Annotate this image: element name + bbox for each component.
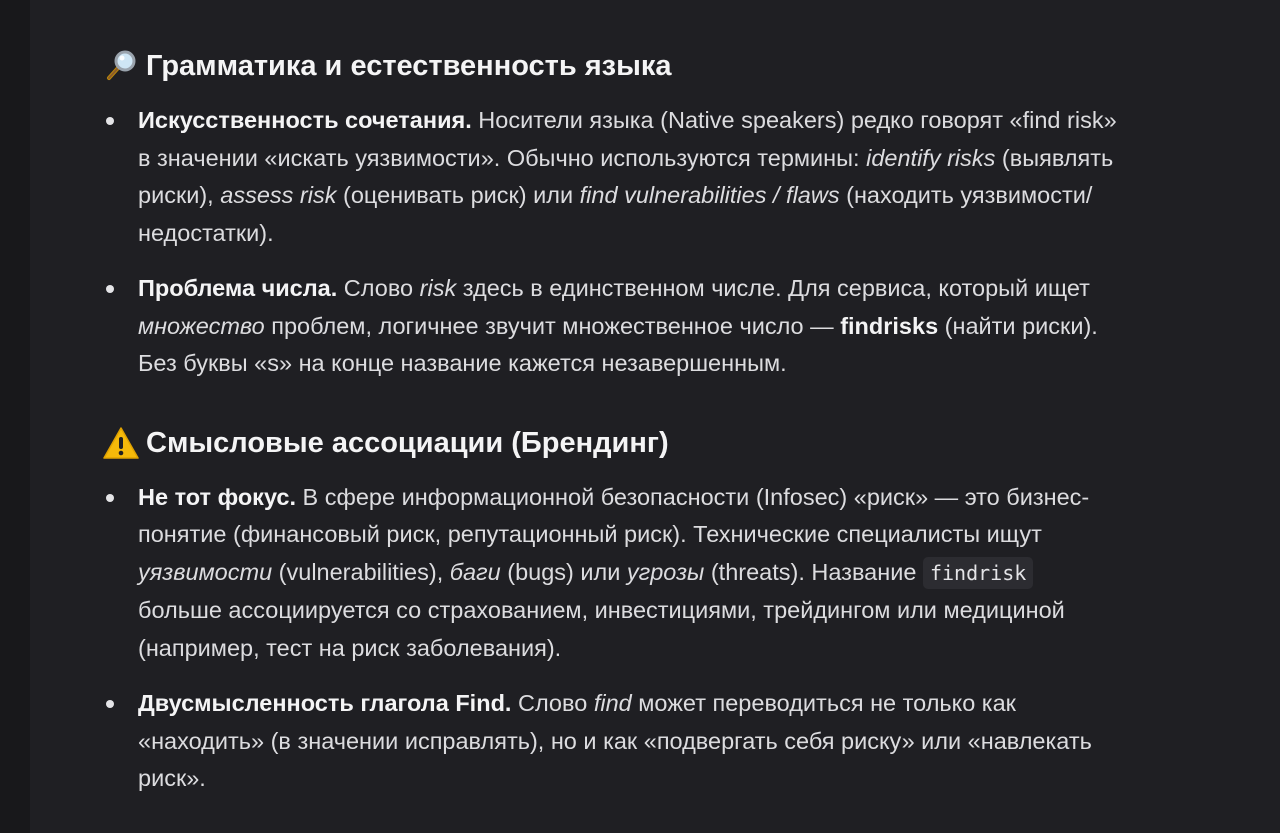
section-title: Грамматика и естественность языка (146, 50, 672, 82)
item-text: может переводиться не только как «находить» (в значении исправлять), но и как «подвергать себя риску» или «навлекать риск». (138, 690, 1092, 791)
item-text: (оценивать риск) или (336, 182, 580, 208)
sidebar-edge (0, 0, 30, 833)
item-text: (находить уязвимости/недостатки). (138, 182, 1093, 246)
item-text: (найти риски). Без буквы «s» на конце название кажется незавершенным. (138, 312, 1098, 376)
item-text: (threats). Название (704, 558, 923, 585)
item-emphasis: уязвимости (138, 558, 273, 585)
item-lead: Не тот фокус. (138, 483, 297, 510)
item-emphasis: угрозы (626, 558, 705, 585)
item-lead: Проблема числа. (138, 275, 338, 301)
item-emphasis: risk (419, 275, 457, 301)
magnifier-icon (102, 49, 140, 83)
item-emphasis: find (593, 690, 632, 716)
list-item (102, 685, 1122, 798)
item-text: (bugs) или (500, 558, 627, 585)
item-text: В сфере информационной безопасности (Infosec) «риск» — это бизнес-понятие (финансовый риск, репутационный риск). Технические специалисты ищут (138, 483, 1090, 547)
item-text: здесь в единственном числе. Для сервиса, который ищет (456, 275, 1090, 301)
item-text: проблем, логичнее звучит множественное число — (264, 312, 841, 339)
item-text: (выявлять риски), (138, 144, 1114, 208)
bullet-list-grammar (102, 102, 1122, 383)
item-strong: findrisks (840, 312, 939, 339)
item-emphasis: find vulnerabilities / flaws (579, 182, 840, 208)
warning-icon (102, 426, 140, 460)
item-text: Слово (511, 690, 594, 716)
item-emphasis: баги (449, 558, 501, 585)
list-item (102, 102, 1122, 252)
item-emphasis: identify risks (866, 144, 996, 171)
item-emphasis: множество (138, 312, 265, 339)
bullet-list-branding (102, 479, 1122, 798)
item-text: (vulnerabilities), (272, 558, 450, 585)
item-lead: Двусмысленность глагола Find. (138, 690, 512, 716)
item-emphasis: assess risk (220, 182, 337, 208)
list-item (102, 270, 1122, 383)
item-lead: Искусственность сочетания. (138, 107, 472, 133)
inline-code: findrisk (923, 557, 1033, 589)
section-title: Смысловые ассоциации (Брендинг) (146, 426, 669, 459)
message-content (102, 44, 1122, 816)
section-heading-branding (102, 421, 1122, 465)
section-heading-grammar (102, 44, 1122, 88)
item-text: Слово (337, 275, 420, 301)
list-item (102, 479, 1122, 668)
item-text: больше ассоциируется со страхованием, инвестициями, трейдингом или медициной (например, тест на риск заболевания). (138, 597, 1065, 661)
item-text: Носители языка (Native speakers) редко говорят «find risk» в значении «искать уязвимости». Обычно используются термины: (138, 107, 1117, 171)
